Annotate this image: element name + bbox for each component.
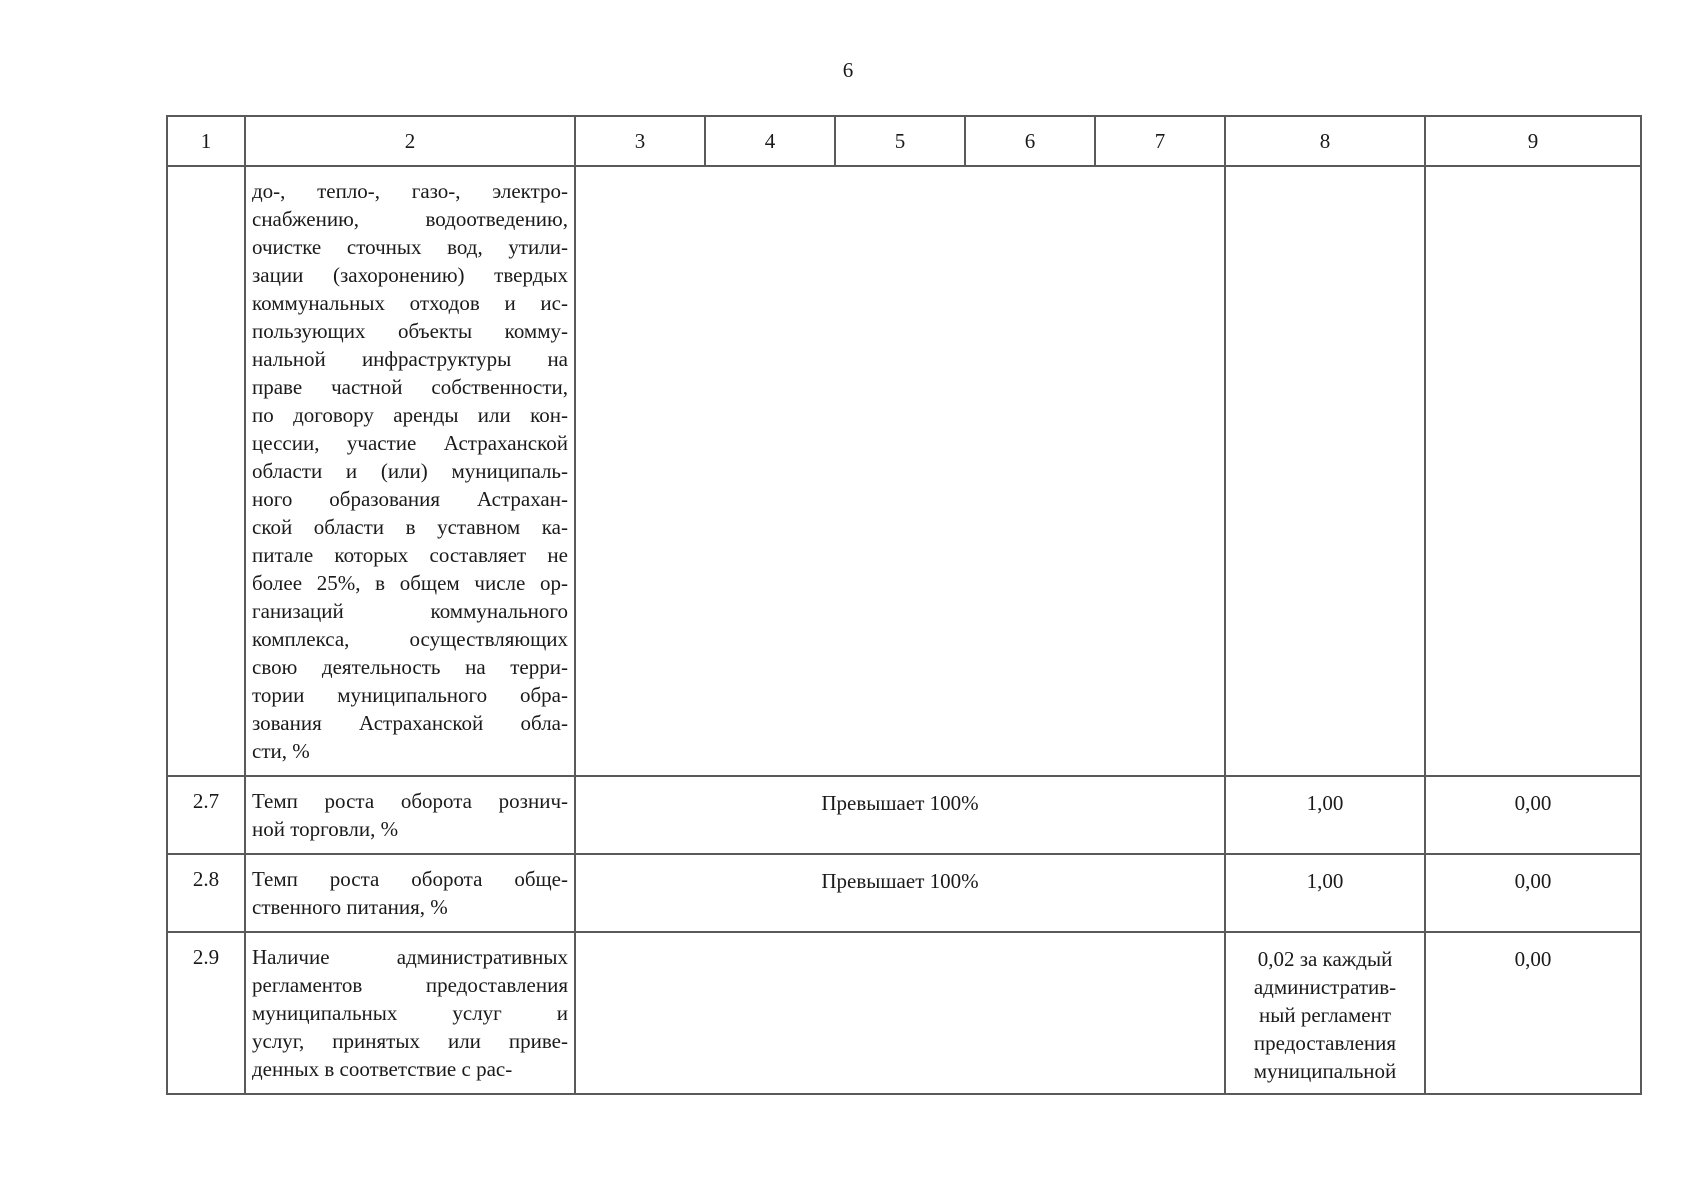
indicator-name-cell — [245, 854, 575, 932]
value-cell — [1425, 166, 1641, 776]
value-cell: 0,00 — [1425, 776, 1641, 854]
indicator-table — [166, 115, 1642, 1095]
column-header: 6 — [965, 116, 1095, 166]
table-row — [167, 776, 1641, 854]
score-line: 1,00 — [1306, 791, 1344, 815]
indicator-name-line: Темп роста оборота обще- — [252, 867, 568, 891]
indicator-name-line: цессии, участие Астраханской — [252, 431, 568, 455]
indicator-name-line: муниципальных услуг и — [252, 1001, 568, 1025]
indicator-name-line: регламентов предоставления — [252, 973, 568, 997]
criteria-cell — [575, 932, 1225, 1094]
indicator-name-line: питале которых составляет не — [252, 543, 568, 567]
indicator-name-line: очистке сточных вод, утили- — [252, 235, 568, 259]
indicator-name-line: денных в соответствие с рас- — [252, 1057, 513, 1081]
indicator-name-line: услуг, принятых или приве- — [252, 1029, 568, 1053]
score-line: 1,00 — [1306, 869, 1344, 893]
indicator-name-line: сти, % — [252, 739, 310, 763]
indicator-name-line: более 25%, в общем числе ор- — [252, 571, 568, 595]
indicator-name-line: ганизаций коммунального — [252, 599, 568, 623]
score-cell — [1225, 932, 1425, 1094]
indicator-name-line: зации (захоронению) твердых — [252, 263, 568, 287]
indicator-name-line: ственного питания, % — [252, 895, 448, 919]
indicator-name-line: ской области в уставном ка- — [252, 515, 568, 539]
column-header: 4 — [705, 116, 835, 166]
score-cell — [1225, 854, 1425, 932]
indicator-name-line: нальной инфраструктуры на — [252, 347, 568, 371]
row-number-cell: 2.7 — [167, 776, 245, 854]
indicator-name-cell — [245, 166, 575, 776]
indicator-name-line: праве частной собственности, — [252, 375, 568, 399]
table-body — [167, 116, 1641, 1094]
row-number-cell: 2.9 — [167, 932, 245, 1094]
column-header: 3 — [575, 116, 705, 166]
page-number: 6 — [842, 58, 854, 82]
table-row — [167, 932, 1641, 1094]
indicator-name-line: ного образования Астрахан- — [252, 487, 568, 511]
score-line: административ- — [1253, 975, 1397, 999]
indicator-name-line: до-, тепло-, газо-, электро- — [252, 179, 568, 203]
indicator-name-line: ной торговли, % — [252, 817, 399, 841]
value-cell: 0,00 — [1425, 932, 1641, 1094]
indicator-name-cell — [245, 776, 575, 854]
indicator-name-line: свою деятельность на терри- — [252, 655, 568, 679]
indicator-name-line: области и (или) муниципаль- — [252, 459, 568, 483]
row-number-cell: 2.8 — [167, 854, 245, 932]
column-header: 2 — [245, 116, 575, 166]
criteria-cell: Превышает 100% — [575, 854, 1225, 932]
table-row — [167, 854, 1641, 932]
criteria-cell — [575, 166, 1225, 776]
column-header: 8 — [1225, 116, 1425, 166]
indicator-name-line: снабжению, водоотведению, — [252, 207, 568, 231]
indicator-name-line: тории муниципального обра- — [252, 683, 568, 707]
column-header: 9 — [1425, 116, 1641, 166]
column-header: 5 — [835, 116, 965, 166]
score-line: предоставления — [1253, 1031, 1397, 1055]
row-number-cell — [167, 166, 245, 776]
score-line: муниципальной — [1253, 1059, 1397, 1083]
indicator-name-cell — [245, 932, 575, 1094]
indicator-name-line: по договору аренды или кон- — [252, 403, 568, 427]
column-header: 1 — [167, 116, 245, 166]
score-line: ный регламент — [1258, 1003, 1392, 1027]
indicator-name-line: коммунальных отходов и ис- — [252, 291, 568, 315]
table-header-row — [167, 116, 1641, 166]
column-header: 7 — [1095, 116, 1225, 166]
table-row — [167, 166, 1641, 776]
score-cell — [1225, 166, 1425, 776]
score-cell — [1225, 776, 1425, 854]
indicator-name-line: Наличие административных — [252, 945, 568, 969]
value-cell: 0,00 — [1425, 854, 1641, 932]
score-line: 0,02 за каждый — [1257, 947, 1393, 971]
criteria-cell: Превышает 100% — [575, 776, 1225, 854]
indicator-name-line: пользующих объекты комму- — [252, 319, 568, 343]
indicator-name-line: зования Астраханской обла- — [252, 711, 568, 735]
indicator-name-line: комплекса, осуществляющих — [252, 627, 568, 651]
indicator-name-line: Темп роста оборота рознич- — [252, 789, 568, 813]
